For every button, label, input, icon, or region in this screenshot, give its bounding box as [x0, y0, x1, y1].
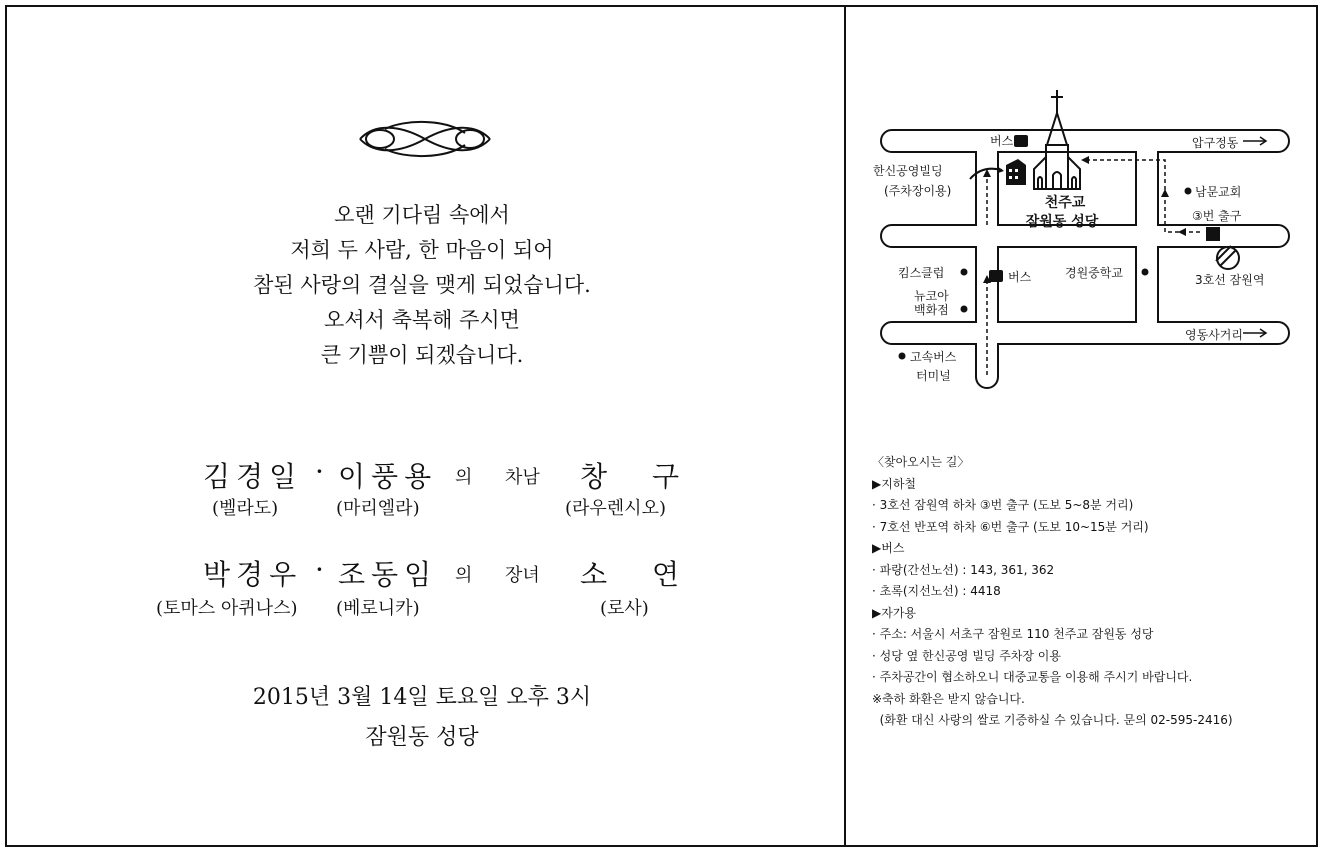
groom-father-name: 김경일 [203, 460, 303, 493]
directions-heading-car: ▶자가용 [872, 605, 917, 620]
name-separator: · [315, 553, 330, 586]
map-label-nammun: 남문교회 [1195, 185, 1242, 199]
event-venue: 잠원동 성당 [365, 725, 479, 750]
location-map [870, 85, 1290, 395]
groom-relation: 차남 [505, 467, 540, 488]
poem-line: 저희 두 사람, 한 마음이 되어 [290, 238, 554, 262]
directions [872, 452, 1233, 732]
bride-baptism: (로사) [600, 598, 649, 619]
map-label-bus-top: 버스 [990, 134, 1014, 148]
map-label-station: 3호선 잠원역 [1195, 273, 1265, 287]
directions-line: · 초록(지선노선) : 4418 [872, 584, 1001, 598]
map-label-newcore-1: 뉴코아 [914, 289, 949, 303]
directions-line: · 파랑(간선노선) : 143, 361, 362 [872, 562, 1055, 577]
map-label-hanshin: 한신공영빌딩 [873, 164, 943, 178]
bride-mother-baptism: (베로니카) [336, 598, 420, 619]
directions-title: 〈찾아오시는 길〉 [872, 455, 970, 469]
event-details [0, 678, 844, 758]
directions-heading-subway: ▶지하철 [872, 476, 917, 491]
directions-line: · 주소: 서울시 서초구 잠원로 110 천주교 잠원동 성당 [872, 627, 1154, 641]
directions-line: · 3호선 잠원역 하차 ③번 출구 (도보 5~8분 거리) [872, 498, 1134, 512]
directions-note-detail: (화환 대신 사랑의 쌀로 기증하실 수 있습니다. 문의 02-595-2416) [872, 713, 1233, 727]
map-label-bus-mid: 버스 [1008, 270, 1032, 284]
map-label-kims: 킴스클럽 [898, 266, 945, 280]
directions-line: · 성당 옆 한신공영 빌딩 주차장 이용 [872, 648, 1061, 663]
possessive-label: 의 [455, 467, 473, 488]
map-label-apgujeong: 압구정동 [1192, 136, 1239, 150]
map-label-church-2: 잠원동 성당 [1025, 214, 1099, 230]
building-icon [1006, 159, 1026, 185]
map-label-parking: (주차장이용) [884, 184, 952, 198]
directions-heading-bus: ▶버스 [872, 541, 905, 555]
church-icon [1034, 90, 1080, 189]
groom-baptism: (라우렌시오) [565, 498, 666, 519]
invitation-poem [0, 198, 844, 373]
fold-divider [844, 5, 846, 847]
map-label-newcore-2: 백화점 [914, 303, 949, 317]
bride-mother-name: 조동임 [338, 558, 438, 591]
possessive-label: 의 [455, 565, 473, 586]
map-label-exit3: ③번 출구 [1192, 209, 1242, 223]
poem-line: 오랜 기다림 속에서 [334, 203, 510, 227]
directions-line: · 7호선 반포역 하차 ⑥번 출구 (도보 10~15분 거리) [872, 519, 1149, 534]
bus-icon [989, 135, 1028, 282]
groom-mother-name: 이풍용 [338, 460, 438, 493]
flourish-ornament [355, 115, 495, 163]
bride-relation: 장녀 [505, 565, 540, 586]
directions-note: ※축하 화환은 받지 않습니다. [872, 691, 1025, 706]
bride-father-baptism: (토마스 아퀴나스) [156, 598, 298, 619]
map-label-terminal-2: 터미널 [916, 369, 951, 383]
event-date: 2015년 3월 14일 토요일 오후 3시 [252, 685, 592, 710]
map-label-gyeongwon: 경원중학교 [1065, 266, 1123, 280]
name-separator: · [315, 455, 330, 488]
groom-father-baptism: (벨라도) [212, 498, 279, 519]
groom-mother-baptism: (마리엘라) [336, 498, 420, 519]
bride-name: 소 연 [580, 558, 697, 591]
map-label-church-1: 천주교 [1044, 195, 1086, 211]
subway-icon [1216, 246, 1239, 269]
directions-line: · 주차공간이 협소하오니 대중교통을 이용해 주시기 바랍니다. [872, 670, 1193, 684]
poem-line: 큰 기쁨이 되겠습니다. [320, 343, 524, 367]
map-label-terminal-1: 고속버스 [910, 350, 957, 364]
groom-name: 창 구 [580, 460, 697, 493]
poem-line: 참된 사랑의 결실을 맺게 되었습니다. [253, 273, 591, 297]
exit-marker-icon [1206, 227, 1220, 241]
map-label-yeongdong: 영동사거리 [1185, 328, 1243, 342]
poem-line: 오셔서 축복해 주시면 [324, 308, 520, 332]
bride-father-name: 박경우 [203, 558, 303, 591]
